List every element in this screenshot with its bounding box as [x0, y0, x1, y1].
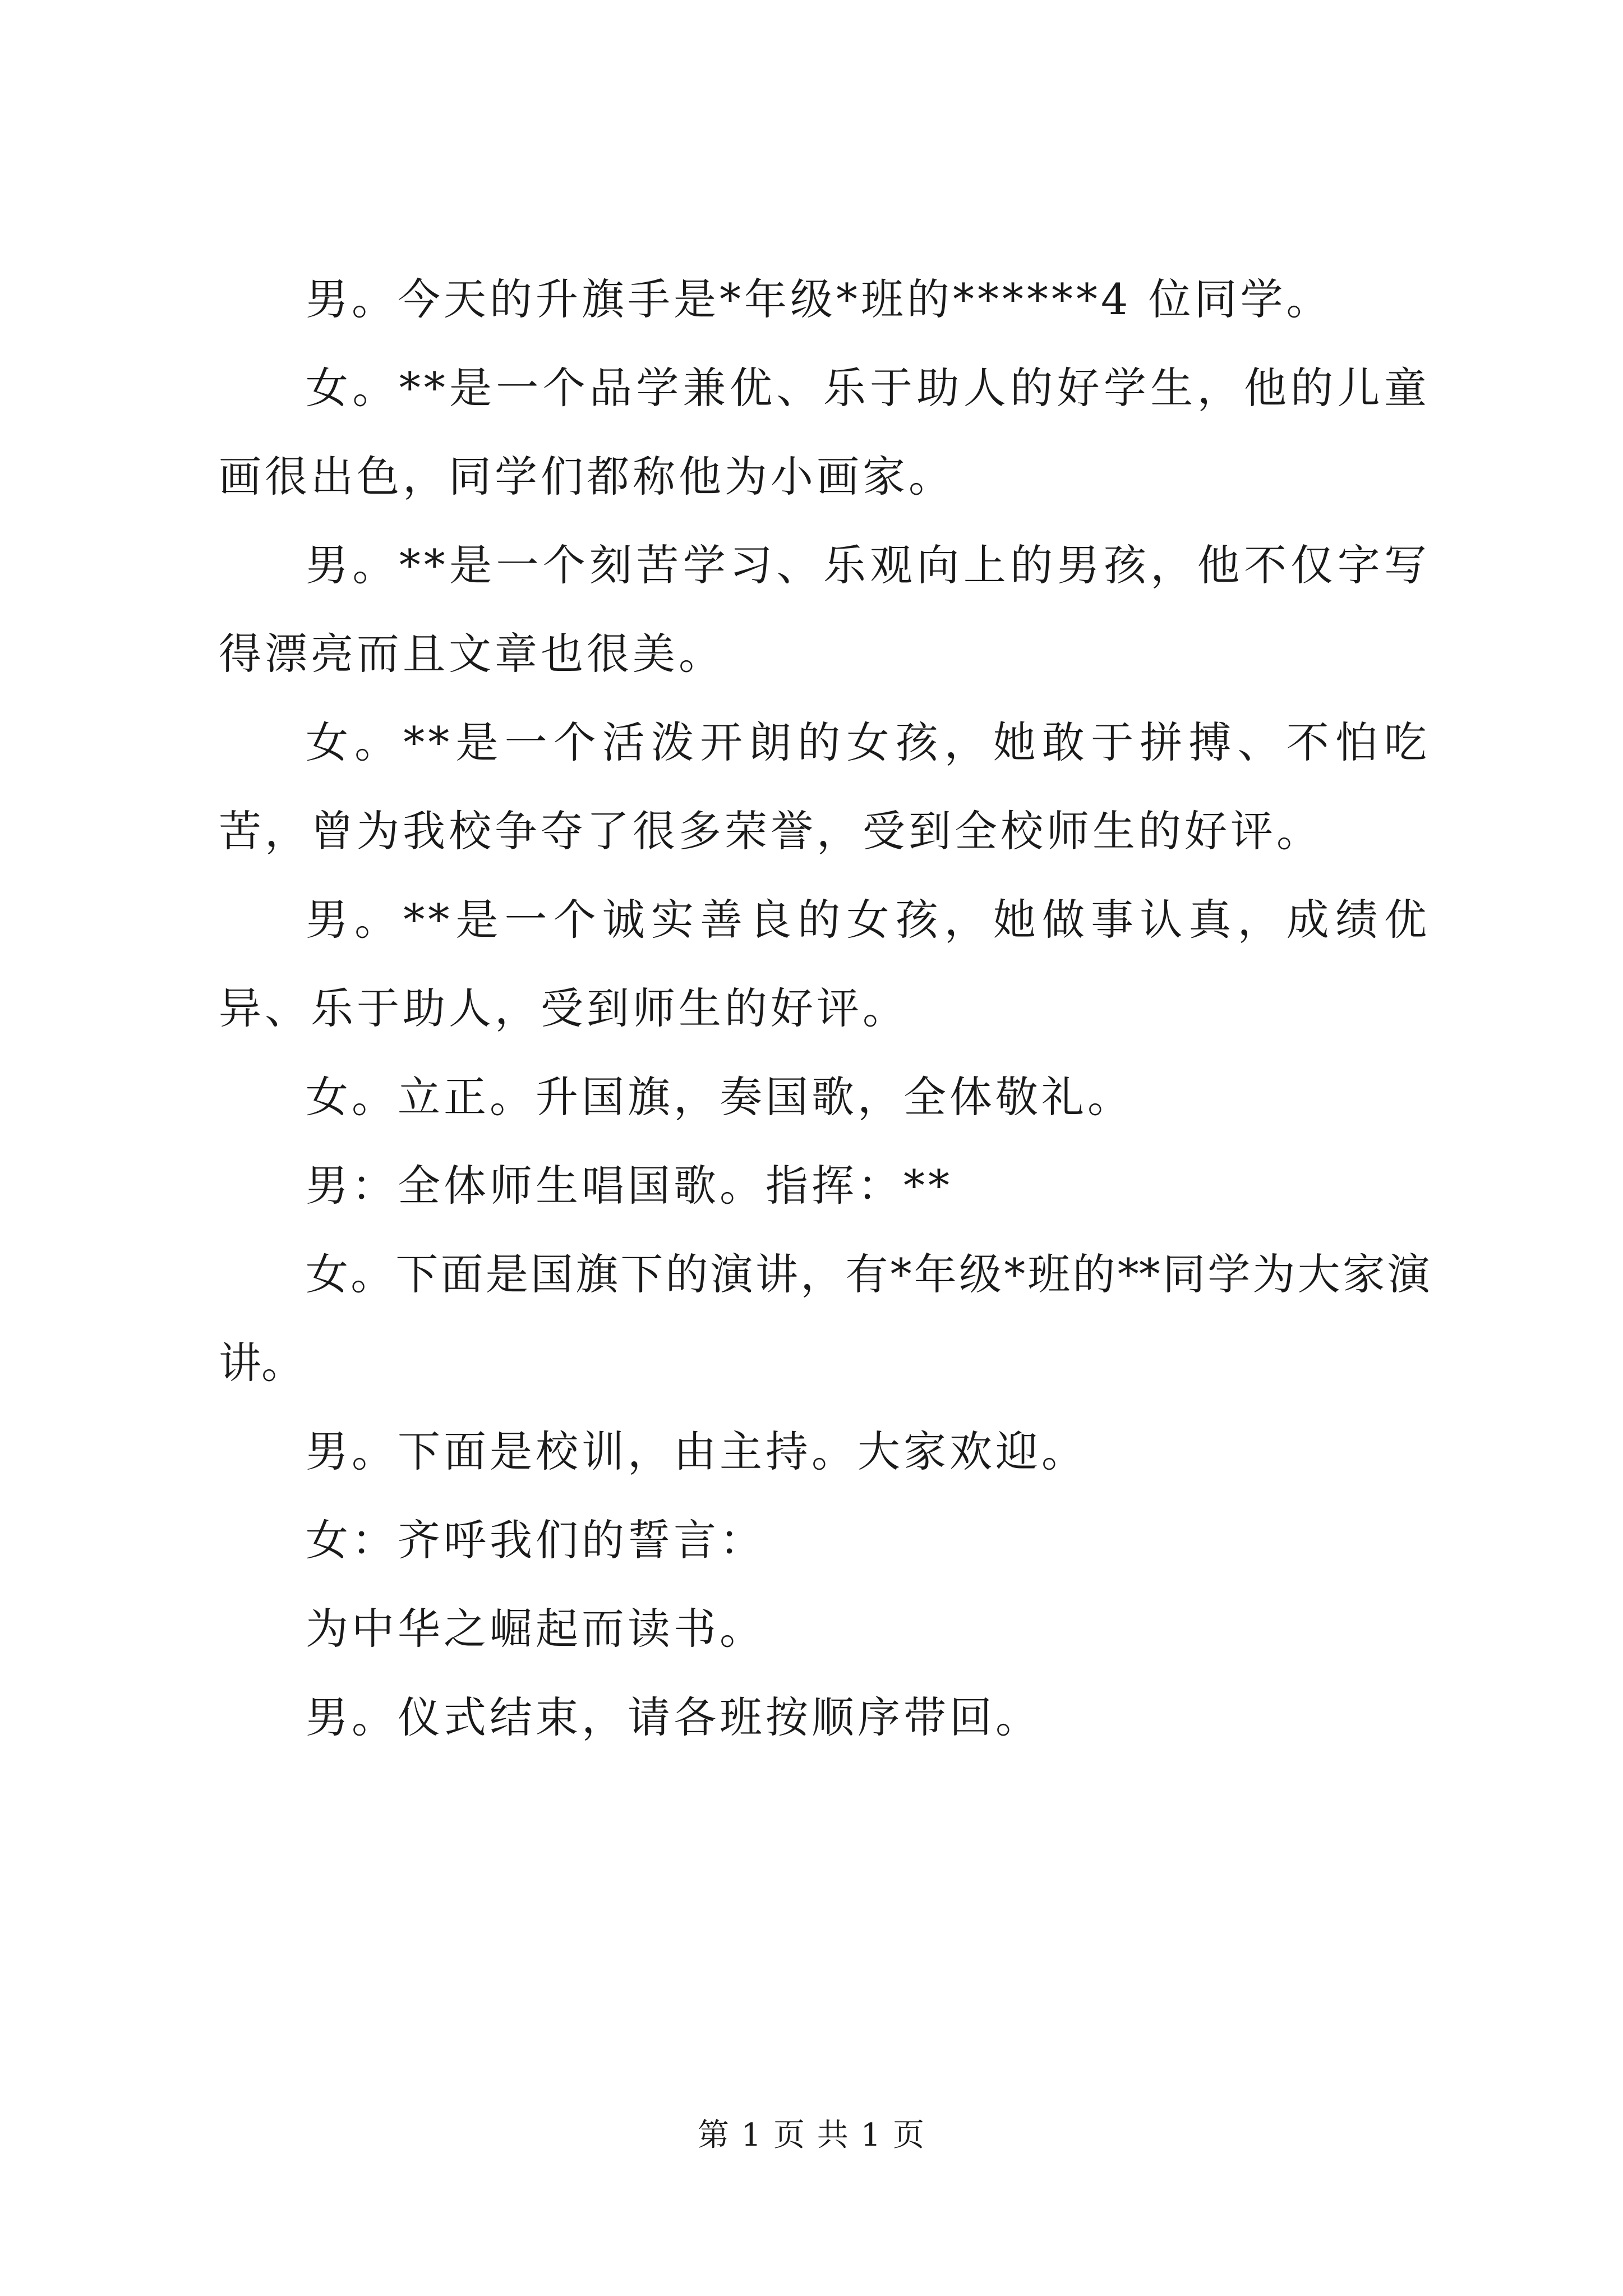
paragraph: 女：齐呼我们的誓言：: [306, 1515, 766, 1565]
paragraph: 男：全体师生唱国歌。指挥：**: [306, 1161, 953, 1211]
paragraph: 男。仪式结束，请各班按顺序带回。: [306, 1692, 1041, 1742]
paragraph: 女。**是一个活泼开朗的女孩，她敢于拼搏、不怕吃苦，曾为我校争夺了很多荣誉，受到全校师生的好评。: [219, 717, 1430, 856]
paragraph: 男。**是一个诚实善良的女孩，她做事认真，成绩优异、乐于助人，受到师生的好评。: [219, 895, 1430, 1033]
document-body: [219, 255, 1430, 1762]
paragraph: 女。**是一个品学兼优、乐于助人的好学生，他的儿童画很出色，同学们都称他为小画家。: [219, 363, 1430, 501]
paragraph: 男。今天的升旗手是*年级*班的******4 位同学。: [306, 274, 1332, 324]
paragraph: 男。**是一个刻苦学习、乐观向上的男孩，他不仅字写得漂亮而且文章也很美。: [219, 540, 1430, 679]
paragraph: 女。立正。升国旗，奏国歌，全体敬礼。: [306, 1072, 1133, 1122]
paragraph: 为中华之崛起而读书。: [306, 1604, 766, 1654]
paragraph: 男。下面是校训，由主持。大家欢迎。: [306, 1427, 1087, 1476]
page-footer: 第 1 页 共 1 页: [697, 2117, 926, 2154]
paragraph: 女。下面是国旗下的演讲，有*年级*班的**同学为大家演讲。: [219, 1249, 1430, 1388]
